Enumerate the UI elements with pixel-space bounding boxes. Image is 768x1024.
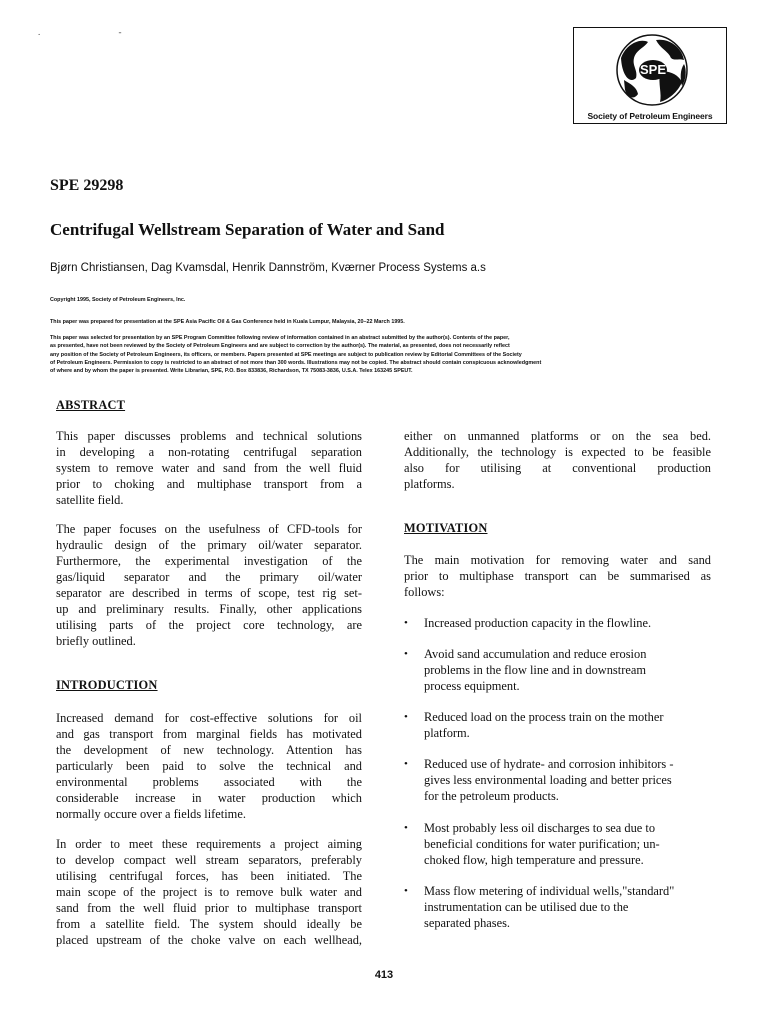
abstract-heading: ABSTRACT — [56, 398, 126, 412]
bullet-icon: • — [404, 885, 408, 897]
bullet-icon: • — [404, 758, 408, 770]
bullet-icon: • — [404, 617, 408, 629]
bullet-icon: • — [404, 822, 408, 834]
introduction-paragraph-1: Increased demand for cost-effective solutions for oil and gas transport from marginal fields has motivated the development of new technology. Attention has particularly been paid to solve the technical and environmental problems associated with the considerable increase in water production which normally occure over a fields lifetime. — [56, 711, 362, 821]
author-line: Bjørn Christiansen, Dag Kvamsdal, Henrik Dannström, Kværner Process Systems a.s — [50, 262, 486, 274]
paper-number: SPE 29298 — [50, 177, 124, 194]
bullet-icon: • — [404, 648, 408, 660]
logo-caption: Society of Petroleum Engineers — [587, 111, 713, 121]
logo-text: SPE — [639, 62, 667, 77]
paper-title: Centrifugal Wellstream Separation of Water and Sand — [50, 220, 445, 239]
introduction-heading: INTRODUCTION — [56, 678, 158, 692]
globe-icon — [574, 28, 726, 108]
motivation-intro: The main motivation for removing water and sand prior to multiphase transport can be summarised as follows: — [404, 553, 711, 599]
intro-continuation: either on unmanned platforms or on the sea bed. Additionally, the technology is expected to be feasible also for utilising at conventional production platforms. — [404, 429, 711, 491]
introduction-paragraph-2: In order to meet these requirements a project aiming to develop compact well stream separators, preferably utilising centrifugal forces, has been initiated. The main scope of the project is to remove bulk water and sand from the well fluid prior to multiphase transport from a satellite field. The system should ideally be placed upstream of the choke valve on each wellhead, — [56, 837, 362, 947]
spe-logo — [573, 27, 727, 124]
bullet-icon: • — [404, 711, 408, 723]
copyright-notice: Copyright 1995, Society of Petroleum Engineers, Inc. — [50, 297, 186, 303]
abstract-paragraph-2: The paper focuses on the usefulness of CFD-tools for hydraulic design of the primary oil/water separator. Furthermore, the experimental investigation of the gas/liquid separator and the primary oil/water separator are described in terms of scope, test rig set- up and preliminary results. Finally, other applications utilising parts of the project core technology, are briefly outlined. — [56, 522, 362, 648]
conference-notice: This paper was prepared for presentation at the SPE Asia Pacific Oil & Gas Conference held in Kuala Lumpur, Malaysia, 20–22 March 1995. — [50, 319, 405, 325]
page-number: 413 — [374, 969, 394, 981]
motivation-heading: MOTIVATION — [404, 521, 488, 535]
stray-marks: . - — [38, 27, 160, 37]
review-notice: This paper was selected for presentation by an SPE Program Committee following review of information contained in an abstract submitted by the author(s). Contents of the paper, as presented, have not been reviewed by the Society of Petroleum Engineers and are subject to correction by the author(s). The material, as presented, does not necessarily reflect any position of the Society of Petroleum Engineers, its officers, or members. Papers presented at SPE meetings are subject to publication review by Editorial Committees of the Society of Petroleum Engineers. Permission to copy is restricted to an abstract of not more than 300 words. Illustrations may not be copied. The abstract should contain conspicuous acknowledgment of where and by whom the paper is presented. Write Librarian, SPE, P.O. Box 833836, Richardson, TX 75083-3836, U.S.A. Telex 163245 SPEUT. — [50, 335, 542, 375]
abstract-paragraph-1: This paper discusses problems and technical solutions in developing a non-rotating centrifugal separation system to remove water and sand from the well fluid prior to choking and multiphase transport from a satellite field. — [56, 429, 362, 507]
